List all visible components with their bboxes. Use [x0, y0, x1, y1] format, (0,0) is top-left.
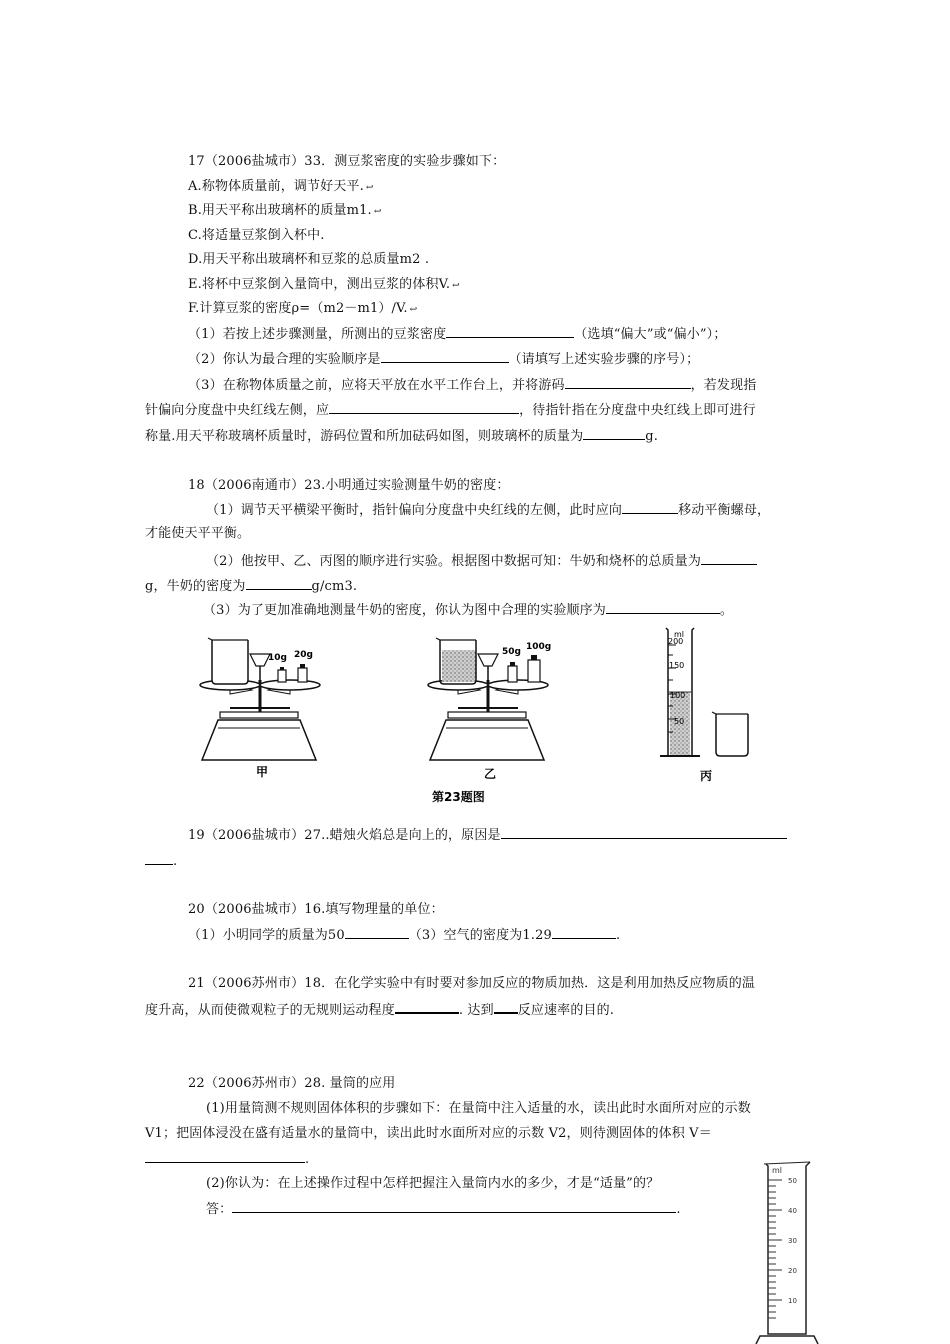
q20-blank-2[interactable]	[552, 926, 616, 939]
q17-step-d: D.用天平称出玻璃杯和豆浆的总质量m2 .	[188, 252, 430, 267]
q18-figure	[190, 620, 770, 810]
q18-part3: （3）为了更加准确地测量牛奶的密度，你认为图中合理的实验顺序为 。	[203, 603, 734, 618]
cylinder-tick-150: 150	[669, 661, 685, 670]
q17-blank-2[interactable]	[381, 350, 509, 363]
q18-title: 18（2006南通市）23.小明通过实验测量牛奶的密度：	[188, 478, 510, 493]
q17-step-f: F.计算豆浆的密度ρ=（m2－m1）/V. ↩	[188, 301, 418, 316]
q22-cylinder-tick-20: 20	[788, 1267, 797, 1275]
q22-blank-1[interactable]	[145, 1150, 305, 1163]
figure-label-jia: 甲	[256, 765, 269, 779]
q17-step-e: E.将杯中豆浆倒入量筒中，测出豆浆的体积V. ↩	[188, 277, 460, 292]
balance-yi	[428, 638, 548, 760]
q22-part1-line1: (1)用量筒测不规则固体体积的步骤如下：在量筒中注入适量的水，读出此时水面所对应的示数	[206, 1101, 751, 1116]
weight-label-50g: 50g	[502, 647, 521, 657]
q22-part1-line2: V1；把固体浸没在盛有适量水的量筒中，读出此时水面所对应的示数 V2，则待测固体的体积 V＝	[145, 1126, 712, 1141]
q19-blank-cont[interactable]	[145, 852, 173, 865]
q22-cylinder-unit: ml	[772, 1166, 783, 1175]
cylinder-tick-50: 50	[674, 717, 685, 726]
q17-part3-line2: 针偏向分度盘中央红线左侧，应 ，待指针指在分度盘中央红线上即可进行	[145, 403, 756, 418]
q22-cylinder	[752, 1158, 832, 1344]
q22-cylinder-tick-40: 40	[788, 1207, 797, 1215]
q17-title: 17（2006盐城市）33．测豆浆密度的实验步骤如下：	[188, 154, 506, 169]
return-mark-icon: ↩	[365, 183, 374, 193]
weight-label-20g: 20g	[294, 650, 313, 660]
q22-cylinder-tick-30: 30	[788, 1237, 797, 1245]
q17-step-b: B.用天平称出玻璃杯的质量m1. ↩	[188, 203, 382, 218]
q18-part2-line2: g，牛奶的密度为 g/cm3.	[145, 579, 358, 594]
q17-blank-5[interactable]	[583, 427, 645, 440]
q20-blank-1[interactable]	[345, 926, 409, 939]
q18-part2-line1: （2）他按甲、乙、丙图的顺序进行实验。根据图中数据可知：牛奶和烧杯的总质量为	[206, 552, 757, 571]
q22-cylinder-tick-50: 50	[788, 1177, 797, 1185]
q18-part1-line1: （1）调节天平横梁平衡时，指针偏向分度盘中央红线的左侧，此时应向 移动平衡螺母，	[206, 503, 771, 518]
q19-blank[interactable]	[501, 826, 787, 839]
weight-label-10g: 10g	[268, 653, 287, 663]
q21-blank-2[interactable]	[494, 1000, 518, 1014]
q17-blank-4[interactable]	[329, 401, 519, 414]
q22-part1-line3: .	[145, 1150, 309, 1169]
q22-part2: (2)你认为：在上述操作过程中怎样把握注入量筒内水的多少，才是“适量”的？	[206, 1176, 660, 1191]
q18-part1-line2: 才能使天平平衡。	[145, 526, 251, 541]
q18-blank-2[interactable]	[701, 552, 757, 565]
q17-part2: （2）你认为最合理的实验顺序是 （请填写上述实验步骤的序号）；	[188, 352, 700, 367]
q20-title: 20（2006盐城市）16.填写物理量的单位：	[188, 902, 444, 917]
q21-line2: 度升高，从而使微观粒子的无规则运动程度 . 达到 反应速率的目的.	[145, 1000, 614, 1020]
q18-blank-3[interactable]	[246, 577, 312, 590]
q17-step-c: C.将适量豆浆倒入杯中.	[188, 228, 325, 243]
q19-line1: 19（2006盐城市）27..蜡烛火焰总是向上的，原因是	[188, 826, 787, 845]
q17-blank-3[interactable]	[565, 376, 691, 389]
q18-blank-4[interactable]	[606, 601, 720, 614]
q21-line1: 21（2006苏州市）18．在化学实验中有时要对参加反应的物质加热．这是利用加热反应物质的温	[188, 976, 756, 991]
figure-caption: 第23题图	[432, 790, 485, 804]
cylinder-unit-label: ml	[674, 630, 685, 639]
return-mark-icon: ↩	[452, 281, 460, 291]
q17-part3-line3: 称量.用天平称玻璃杯质量时，游码位置和所加砝码如图，则玻璃杯的质量为 g.	[145, 429, 658, 444]
q19-line2: .	[145, 852, 177, 871]
q22-answer: 答： .	[206, 1202, 681, 1217]
return-mark-icon: ↩	[409, 305, 418, 315]
q17-part1: （1）若按上述步骤测量，所测出的豆浆密度 （选填“偏大”或“偏小”）；	[188, 327, 727, 342]
q22-title: 22（2006苏州市）28. 量筒的应用	[188, 1076, 396, 1091]
q17-part3-line1: （3）在称物体质量之前，应将天平放在水平工作台上，并将游码 ，若发现指	[188, 378, 757, 393]
q17-step-a: A.称物体质量前，调节好天平. ↩	[188, 179, 374, 194]
q20-part1: （1）小明同学的质量为50 （3）空气的密度为1.29 .	[188, 928, 621, 943]
q18-blank-1[interactable]	[622, 501, 678, 514]
weight-label-100g: 100g	[526, 642, 552, 652]
q22-answer-blank[interactable]	[232, 1200, 676, 1213]
q22-cylinder-tick-10: 10	[788, 1297, 797, 1305]
figure-label-yi: 乙	[484, 767, 497, 781]
return-mark-icon: ↩	[373, 207, 382, 217]
cylinder-tick-200: 200	[668, 637, 684, 646]
q21-blank-1[interactable]	[395, 1000, 459, 1014]
cylinder-tick-100: 100	[670, 691, 686, 700]
figure-label-bing: 丙	[700, 769, 713, 783]
q17-blank-1[interactable]	[446, 325, 574, 338]
